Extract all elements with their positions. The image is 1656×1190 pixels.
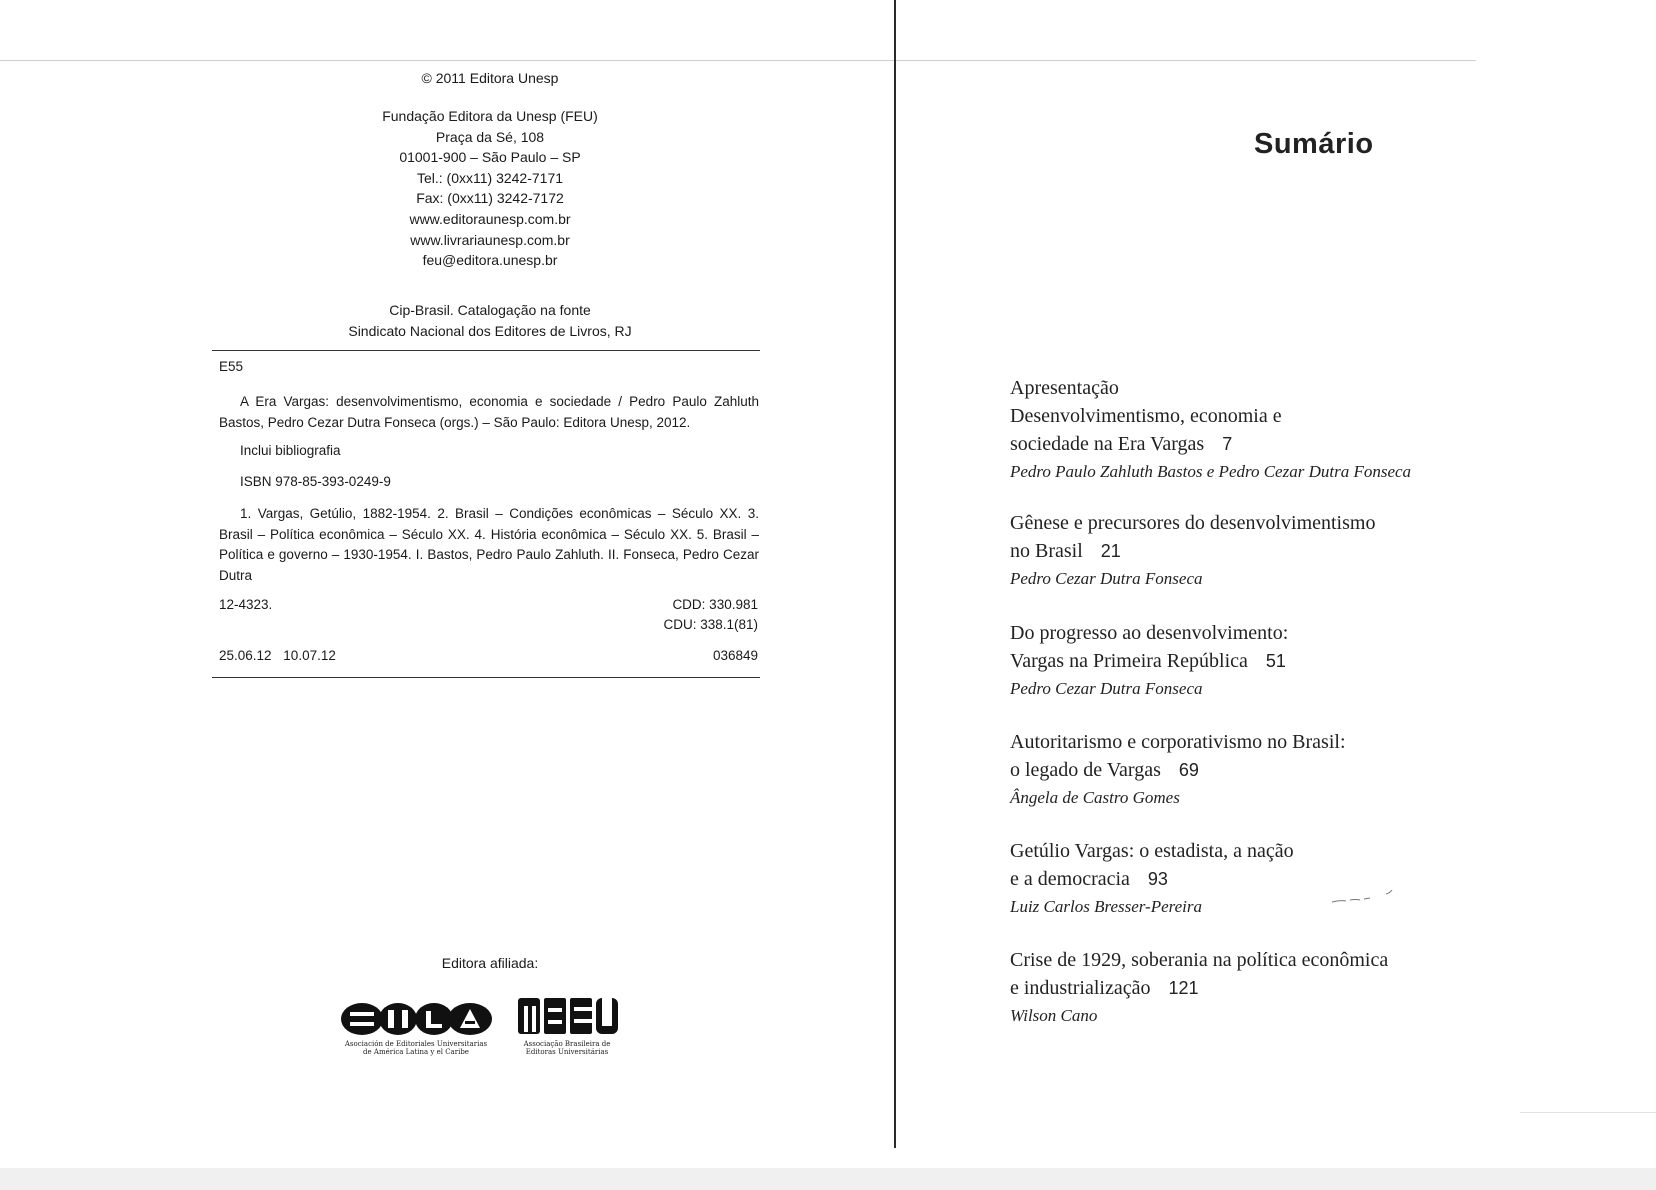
bookstore-website-link: www.livrariaunesp.com.br <box>410 231 570 248</box>
toc-title-line: Getúlio Vargas: o estadista, a nação <box>1010 840 1294 862</box>
isbn: ISBN 978-85-393-0249-9 <box>240 474 391 489</box>
publisher-line: Praça da Sé, 108 <box>435 128 545 145</box>
publisher-line: Fax: (0xx11) 3242-7172 <box>416 190 564 207</box>
cip-header-line: Sindicato Nacional dos Editores de Livros, RJ <box>348 322 632 339</box>
scan-artifact-line <box>1520 1112 1656 1113</box>
publisher-line: Tel.: (0xx11) 3242-7171 <box>416 169 564 186</box>
toc-page-number: 69 <box>1178 760 1199 780</box>
abeu-caption-line: Associação Brasileira de <box>523 1040 611 1048</box>
copyright-line: © 2011 Editora Unesp <box>421 70 559 86</box>
toc-page-number: 21 <box>1100 541 1121 561</box>
toc-entry[interactable] <box>1010 374 1570 485</box>
control-number: 036849 <box>712 648 758 663</box>
cdu-classification: CDU: 338.1(81) <box>663 617 758 632</box>
catalog-number: 12-4323. <box>219 597 273 612</box>
catalog-card <box>212 350 760 678</box>
toc-author: Wilson Cano <box>1010 1006 1098 1025</box>
toc-title-line: e a democracia 93 <box>1010 868 1168 890</box>
toc-author: Luiz Carlos Bresser-Pereira <box>1010 897 1203 916</box>
publisher-line: Fundação Editora da Unesp (FEU) <box>382 108 598 124</box>
toc-entry[interactable] <box>1010 728 1570 811</box>
toc-entry[interactable] <box>1010 837 1570 920</box>
toc-title-line: Do progresso ao desenvolvimento: <box>1010 622 1289 644</box>
catalog-subjects: 1. Vargas, Getúlio, 1882-1954. 2. Brasil – Condições econômicas – Século XX. 3. Brasil – Política econômica – Século XX. 4. História econômica – Século XX. 5. Brasil – Política e governo – 1930-1954. I. Bastos, Pedro Paulo Zahluth. II. Fonseca, Pedro Cezar Dutra <box>219 506 759 583</box>
toc-entry[interactable] <box>1010 946 1570 1029</box>
cutter-code: E55 <box>219 359 244 374</box>
affiliate-label: Editora afiliada: <box>441 955 539 971</box>
eulac-caption-line: de América Latina y el Caribe <box>363 1048 469 1056</box>
abeu-caption-line: Editoras Universitárias <box>525 1048 609 1056</box>
eulac-logo <box>336 998 496 1056</box>
toc-page-number: 51 <box>1265 651 1286 671</box>
toc-entry[interactable] <box>1010 619 1570 702</box>
toc-title-line: Apresentação <box>1010 377 1119 399</box>
toc-title-line: sociedade na Era Vargas 7 <box>1010 433 1233 455</box>
scan-bottom-band <box>0 1168 1656 1190</box>
eulac-logo-mark <box>336 998 496 1040</box>
toc-title-line: Desenvolvimentismo, economia e <box>1010 405 1282 427</box>
cip-header-line: Cip-Brasil. Catalogação na fonte <box>389 302 591 318</box>
toc-title-line: Autoritarismo e corporativismo no Brasil: <box>1010 731 1346 753</box>
publisher-email: feu@editora.unesp.br <box>422 252 558 269</box>
cip-header <box>0 300 980 341</box>
catalog-note: Inclui bibliografia <box>240 443 341 458</box>
catalog-entry: A Era Vargas: desenvolvimentismo, economia e sociedade / Pedro Paulo Zahluth Bastos, Pedro Cezar Dutra Fonseca (orgs.) – São Paulo: Editora Unesp, 2012. <box>219 394 759 430</box>
toc-page-number: 93 <box>1147 869 1168 889</box>
toc-entry[interactable] <box>1010 509 1570 592</box>
publisher-line: 01001-900 – São Paulo – SP <box>399 149 581 166</box>
toc-page-number: 7 <box>1222 434 1233 454</box>
publisher-address <box>0 106 980 271</box>
toc-author: Ângela de Castro Gomes <box>1010 788 1180 807</box>
publisher-website-link: www.editoraunesp.com.br <box>409 210 571 227</box>
cdd-classification: CDD: 330.981 <box>672 597 758 612</box>
pencil-mark <box>1330 888 1396 906</box>
catalog-dates: 25.06.12 10.07.12 <box>219 648 336 663</box>
contents-page <box>896 0 1656 1168</box>
toc-author: Pedro Cezar Dutra Fonseca <box>1010 569 1203 588</box>
toc-author: Pedro Paulo Zahluth Bastos e Pedro Cezar Dutra Fonseca <box>1010 462 1412 481</box>
toc-title-line: Vargas na Primeira República 51 <box>1010 650 1286 672</box>
toc-title-line: Crise de 1929, soberania na política econômica <box>1010 949 1389 971</box>
abeu-logo <box>512 994 622 1056</box>
toc-page-number: 121 <box>1168 978 1199 998</box>
toc-title-line: no Brasil 21 <box>1010 540 1121 562</box>
eulac-caption-line: Asociación de Editoriales Universitarias <box>344 1040 488 1048</box>
toc-title-line: Gênese e precursores do desenvolvimentismo <box>1010 512 1376 534</box>
toc-title-line: o legado de Vargas 69 <box>1010 759 1199 781</box>
toc-title-line: e industrialização 121 <box>1010 977 1199 999</box>
contents-heading: Sumário <box>1254 128 1374 160</box>
abeu-logo-mark <box>512 994 622 1040</box>
toc-author: Pedro Cezar Dutra Fonseca <box>1010 679 1203 698</box>
